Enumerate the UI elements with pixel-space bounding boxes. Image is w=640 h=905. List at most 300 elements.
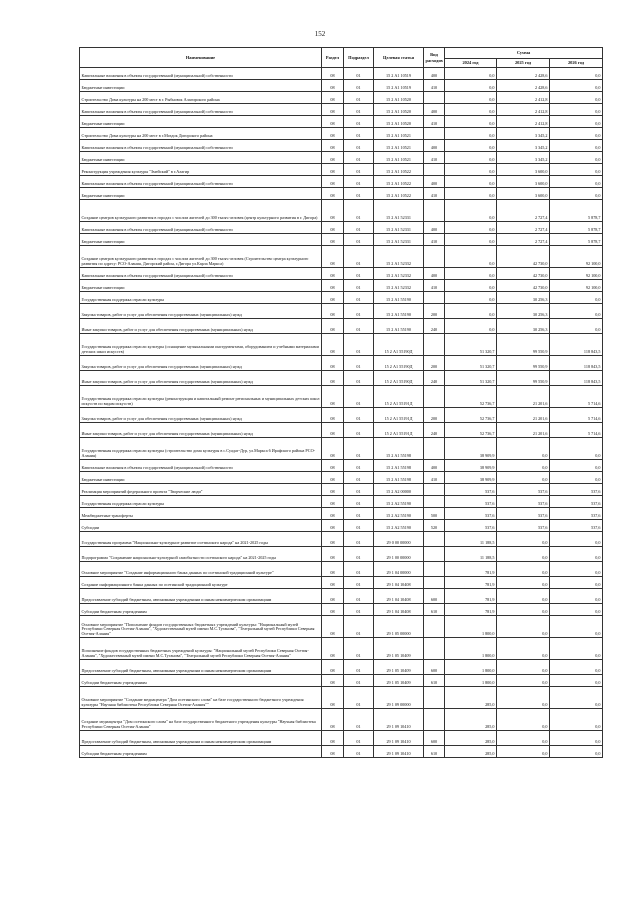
row-section: 08 [322, 234, 344, 246]
row-target-article: 15 2 А1 10520 [374, 92, 424, 104]
row-sum-2025: 0,0 [497, 731, 550, 746]
row-sum-2026: 0,0 [550, 116, 603, 128]
row-name: Государственная поддержка отрасли культуры [80, 292, 322, 304]
row-subsection: 01 [344, 604, 374, 616]
row-section: 08 [322, 292, 344, 304]
row-sum-2025: 0,0 [497, 562, 550, 577]
row-sum-2024: 51 320,7 [445, 334, 497, 356]
row-target-article: 29 1 09 10410 [374, 731, 424, 746]
table-row [80, 334, 603, 356]
table-row [80, 687, 603, 709]
row-sum-2024: 0,0 [445, 152, 497, 164]
row-sum-2025: 3 345,2 [497, 152, 550, 164]
table-row [80, 589, 603, 604]
row-sum-2024: 38 909,9 [445, 472, 497, 484]
row-expense-type: 240 [424, 319, 445, 334]
row-sum-2026: 0,0 [550, 176, 603, 188]
row-sum-2024: 1 800,0 [445, 638, 497, 660]
row-sum-2025: 3 345,2 [497, 140, 550, 152]
table-row [80, 660, 603, 675]
page-number: 152 [314, 30, 326, 38]
row-sum-2026: 0,0 [550, 164, 603, 176]
row-name: Капитальные вложения в объекты государственной (муниципальной) собственности [80, 268, 322, 280]
row-section: 08 [322, 604, 344, 616]
row-subsection: 01 [344, 616, 374, 638]
row-sum-2025: 0,0 [497, 438, 550, 460]
row-sum-2025: 2 727,4 [497, 222, 550, 234]
row-target-article: 29 1 09 10410 [374, 709, 424, 731]
row-section: 08 [322, 371, 344, 386]
row-expense-type: 240 [424, 371, 445, 386]
table-row [80, 496, 603, 508]
row-sum-2026: 0,0 [550, 660, 603, 675]
row-section: 08 [322, 577, 344, 589]
row-expense-type: 200 [424, 408, 445, 423]
row-sum-2025: 42 730,0 [497, 280, 550, 292]
table-row [80, 709, 603, 731]
row-target-article: 15 2 А1 52332 [374, 280, 424, 292]
row-subsection: 01 [344, 484, 374, 496]
table-row [80, 268, 603, 280]
row-section: 08 [322, 423, 344, 438]
row-expense-type: 410 [424, 80, 445, 92]
table-row [80, 280, 603, 292]
row-target-article: 15 2 А1 52331 [374, 200, 424, 222]
row-name: Реконструкция учреждения культуры "Змейский" в г.Алагир [80, 164, 322, 176]
row-name: Иные закупки товаров, работ и услуг для обеспечения государственных (муниципальных) нужд [80, 319, 322, 334]
row-sum-2024: 0,0 [445, 176, 497, 188]
row-name: Капитальные вложения в объекты государственной (муниципальной) собственности [80, 104, 322, 116]
row-sum-2024: 537,6 [445, 496, 497, 508]
row-sum-2026: 5 878,7 [550, 222, 603, 234]
row-target-article: 15 2 А1 52332 [374, 268, 424, 280]
row-target-article: 15 2 А1 55198 [374, 438, 424, 460]
table-row [80, 547, 603, 562]
row-target-article: 15 2 А1 55191Д [374, 423, 424, 438]
row-section: 08 [322, 562, 344, 577]
row-sum-2026: 537,6 [550, 520, 603, 532]
row-name: Бюджетные инвестиции [80, 152, 322, 164]
row-section: 08 [322, 268, 344, 280]
row-target-article: 15 2 А2 00000 [374, 484, 424, 496]
row-sum-2026: 0,0 [550, 128, 603, 140]
row-sum-2024: 0,0 [445, 268, 497, 280]
row-subsection: 01 [344, 128, 374, 140]
row-sum-2024: 537,6 [445, 508, 497, 520]
row-expense-type: 200 [424, 304, 445, 319]
row-sum-2024: 0,0 [445, 164, 497, 176]
table-row [80, 386, 603, 408]
row-section: 08 [322, 616, 344, 638]
row-sum-2024: 0,0 [445, 68, 497, 80]
row-target-article: 15 2 А1 10521 [374, 140, 424, 152]
row-subsection: 01 [344, 140, 374, 152]
row-expense-type: 200 [424, 356, 445, 371]
row-sum-2024: 0,0 [445, 319, 497, 334]
row-expense-type [424, 386, 445, 408]
row-subsection: 01 [344, 675, 374, 687]
row-target-article: 15 2 А1 52331 [374, 222, 424, 234]
row-sum-2024: 537,6 [445, 520, 497, 532]
table-row [80, 562, 603, 577]
row-section: 08 [322, 116, 344, 128]
row-target-article: 15 2 А1 10522 [374, 188, 424, 200]
row-section: 08 [322, 164, 344, 176]
row-sum-2024: 0,0 [445, 292, 497, 304]
table-row [80, 164, 603, 176]
row-subsection: 01 [344, 200, 374, 222]
row-expense-type [424, 246, 445, 268]
row-sum-2024: 781,9 [445, 577, 497, 589]
table-row [80, 675, 603, 687]
row-sum-2026: 0,0 [550, 80, 603, 92]
row-expense-type: 400 [424, 104, 445, 116]
row-name: Бюджетные инвестиции [80, 280, 322, 292]
row-sum-2026: 0,0 [550, 547, 603, 562]
row-subsection: 01 [344, 164, 374, 176]
row-sum-2025: 0,0 [497, 660, 550, 675]
row-section: 08 [322, 438, 344, 460]
row-sum-2025: 99 550,9 [497, 356, 550, 371]
row-expense-type [424, 128, 445, 140]
row-expense-type: 600 [424, 660, 445, 675]
row-sum-2026: 0,0 [550, 577, 603, 589]
row-expense-type: 600 [424, 589, 445, 604]
table-row [80, 176, 603, 188]
row-sum-2025: 2 727,4 [497, 200, 550, 222]
row-expense-type: 610 [424, 675, 445, 687]
row-name: Строительство Дома культуры на 200 мест в г. Рыбновск Алагирского района [80, 92, 322, 104]
table-row [80, 577, 603, 589]
row-sum-2024: 0,0 [445, 304, 497, 319]
row-subsection: 01 [344, 152, 374, 164]
row-name: Капитальные вложения в объекты государственной (муниципальной) собственности [80, 460, 322, 472]
row-section: 08 [322, 638, 344, 660]
row-section: 08 [322, 176, 344, 188]
row-sum-2026: 0,0 [550, 562, 603, 577]
row-target-article: 29 1 05 10409 [374, 638, 424, 660]
header-target-article: Целевая статья [374, 48, 424, 68]
row-subsection: 01 [344, 304, 374, 319]
row-expense-type: 400 [424, 68, 445, 80]
row-name: Создание центров культурного развития в городах с числом жителей до 300 тысяч человек (центр культурного развития в г. Дигора) [80, 200, 322, 222]
table-row [80, 520, 603, 532]
table-row [80, 616, 603, 638]
table-row [80, 152, 603, 164]
row-sum-2024: 0,0 [445, 280, 497, 292]
row-sum-2026: 5 878,7 [550, 200, 603, 222]
row-section: 08 [322, 508, 344, 520]
row-sum-2024: 1 800,0 [445, 616, 497, 638]
row-name: Предоставление субсидий бюджетным, автономным учреждениям и иным некоммерческим организациям [80, 731, 322, 746]
table-row [80, 319, 603, 334]
row-sum-2025: 0,0 [497, 532, 550, 547]
row-section: 08 [322, 222, 344, 234]
row-sum-2026: 0,0 [550, 438, 603, 460]
row-sum-2024: 0,0 [445, 116, 497, 128]
row-name: Подпрограмма "Сохранение национально-культурной самобытности осетинского народа" на 2021-2025 годы [80, 547, 322, 562]
row-section: 08 [322, 140, 344, 152]
row-subsection: 01 [344, 496, 374, 508]
row-sum-2025: 21 201,6 [497, 386, 550, 408]
row-name: Создание центров культурного развития в городах с числом жителей до 300 тысяч человек (Строительство центра культурного развития по адресу: РСО-Алания, Дигорский район, г.Дигора ул.Карла Маркса) [80, 246, 322, 268]
row-name: Бюджетные инвестиции [80, 80, 322, 92]
row-sum-2025: 2 412,8 [497, 116, 550, 128]
header-subsection: Подраздел [344, 48, 374, 68]
table-row [80, 104, 603, 116]
row-target-article: 29 1 04 10408 [374, 604, 424, 616]
row-section: 08 [322, 200, 344, 222]
row-subsection: 01 [344, 292, 374, 304]
row-target-article: 15 2 А1 10521 [374, 152, 424, 164]
header-year-2025: 2025 год [497, 59, 550, 68]
row-sum-2024: 0,0 [445, 92, 497, 104]
row-target-article: 29 1 05 00000 [374, 616, 424, 638]
row-section: 08 [322, 334, 344, 356]
row-section: 08 [322, 687, 344, 709]
row-subsection: 01 [344, 547, 374, 562]
row-expense-type: 610 [424, 746, 445, 758]
row-sum-2025: 0,0 [497, 589, 550, 604]
row-sum-2026: 0,0 [550, 68, 603, 80]
table-row [80, 92, 603, 104]
row-name: Капитальные вложения в объекты государственной (муниципальной) собственности [80, 68, 322, 80]
row-sum-2025: 537,6 [497, 520, 550, 532]
row-sum-2026: 5 714,6 [550, 408, 603, 423]
row-name: Государственная поддержка отрасли культуры (строительство дома культуры в с.Суадаг-Дур, ул.Маркса 6 Ирафского района РСО-Алания) [80, 438, 322, 460]
row-sum-2026: 92 100,0 [550, 280, 603, 292]
row-target-article: 15 2 А2 55190 [374, 496, 424, 508]
row-section: 08 [322, 589, 344, 604]
row-name: Государственная поддержка отрасли культуры [80, 496, 322, 508]
row-subsection: 01 [344, 438, 374, 460]
row-name: Закупка товаров, работ и услуг для обеспечения государственных (муниципальных) нужд [80, 304, 322, 319]
row-expense-type: 520 [424, 520, 445, 532]
row-sum-2026: 0,0 [550, 472, 603, 484]
row-target-article: 29 1 09 10410 [374, 746, 424, 758]
row-sum-2024: 285,0 [445, 731, 497, 746]
table-row [80, 356, 603, 371]
row-subsection: 01 [344, 356, 374, 371]
header-name: Наименование [80, 48, 322, 68]
row-expense-type [424, 200, 445, 222]
row-name: Закупка товаров, работ и услуг для обеспечения государственных (муниципальных) нужд [80, 408, 322, 423]
row-sum-2024: 11 188,5 [445, 532, 497, 547]
table-row [80, 508, 603, 520]
row-target-article: 15 2 А1 55191Д [374, 408, 424, 423]
row-target-article: 29 1 00 00000 [374, 547, 424, 562]
row-target-article: 15 2 А1 52332 [374, 246, 424, 268]
row-sum-2024: 0,0 [445, 200, 497, 222]
row-sum-2025: 30 256,3 [497, 304, 550, 319]
table-row [80, 484, 603, 496]
row-sum-2024: 0,0 [445, 140, 497, 152]
row-subsection: 01 [344, 687, 374, 709]
row-target-article: 15 2 А1 55198 [374, 472, 424, 484]
table-row [80, 460, 603, 472]
row-name: Иные закупки товаров, работ и услуг для обеспечения государственных (муниципальных) нужд [80, 423, 322, 438]
row-section: 08 [322, 356, 344, 371]
row-sum-2026: 0,0 [550, 638, 603, 660]
row-expense-type: 500 [424, 508, 445, 520]
row-expense-type [424, 532, 445, 547]
row-name: Капитальные вложения в объекты государственной (муниципальной) собственности [80, 222, 322, 234]
row-subsection: 01 [344, 80, 374, 92]
row-target-article: 29 1 05 10409 [374, 660, 424, 675]
row-expense-type: 410 [424, 116, 445, 128]
row-sum-2025: 2 412,8 [497, 92, 550, 104]
row-expense-type: 400 [424, 268, 445, 280]
row-section: 08 [322, 484, 344, 496]
row-subsection: 01 [344, 246, 374, 268]
row-name: Основное мероприятие "Создание информационного банка данных по осетинской традиционной культуре" [80, 562, 322, 577]
table-row [80, 532, 603, 547]
row-section: 08 [322, 731, 344, 746]
row-section: 08 [322, 304, 344, 319]
row-subsection: 01 [344, 176, 374, 188]
row-sum-2024: 0,0 [445, 188, 497, 200]
row-sum-2025: 0,0 [497, 460, 550, 472]
row-sum-2024: 51 320,7 [445, 371, 497, 386]
row-expense-type [424, 616, 445, 638]
row-target-article: 29 1 05 10409 [374, 675, 424, 687]
row-expense-type [424, 687, 445, 709]
row-expense-type: 400 [424, 222, 445, 234]
row-sum-2026: 0,0 [550, 92, 603, 104]
row-target-article: 15 2 А2 55190 [374, 508, 424, 520]
row-expense-type [424, 484, 445, 496]
row-target-article: 15 2 А1 10522 [374, 164, 424, 176]
row-sum-2025: 30 256,3 [497, 319, 550, 334]
row-name: Государственная поддержка отрасли культуры (оснащение музыкальными инструментами, оборудованием и учебными материалами детских школ искусств) [80, 334, 322, 356]
row-expense-type [424, 547, 445, 562]
row-expense-type: 400 [424, 140, 445, 152]
row-sum-2024: 0,0 [445, 246, 497, 268]
row-subsection: 01 [344, 104, 374, 116]
row-sum-2024: 38 909,9 [445, 438, 497, 460]
row-subsection: 01 [344, 709, 374, 731]
row-sum-2026: 118 843,5 [550, 371, 603, 386]
row-sum-2024: 52 736,7 [445, 423, 497, 438]
row-section: 08 [322, 520, 344, 532]
row-sum-2024: 537,6 [445, 484, 497, 496]
row-expense-type: 600 [424, 731, 445, 746]
row-sum-2024: 0,0 [445, 104, 497, 116]
row-target-article: 15 2 А2 55190 [374, 520, 424, 532]
row-name: Бюджетные инвестиции [80, 234, 322, 246]
row-expense-type [424, 292, 445, 304]
row-expense-type [424, 334, 445, 356]
row-target-article: 15 2 А1 10521 [374, 128, 424, 140]
row-sum-2025: 2 428,6 [497, 80, 550, 92]
row-target-article: 15 2 А1 10520 [374, 116, 424, 128]
row-target-article: 29 1 09 00000 [374, 687, 424, 709]
row-sum-2026: 0,0 [550, 292, 603, 304]
row-name: Субсидии [80, 520, 322, 532]
row-name: Бюджетные инвестиции [80, 116, 322, 128]
table-row [80, 438, 603, 460]
row-target-article: 29 1 04 10408 [374, 589, 424, 604]
row-sum-2026: 0,0 [550, 731, 603, 746]
row-expense-type: 240 [424, 423, 445, 438]
row-name: Создание медиацентра "Дом осетинского слова" на базе государственного бюджетного учреждения культуры "Научная библиотека Республики Северная Осетия-Алания" [80, 709, 322, 731]
row-expense-type: 410 [424, 234, 445, 246]
row-sum-2025: 21 201,6 [497, 408, 550, 423]
row-sum-2025: 0,0 [497, 746, 550, 758]
row-expense-type [424, 438, 445, 460]
row-sum-2026: 5 714,6 [550, 423, 603, 438]
table-body [80, 68, 603, 758]
row-sum-2024: 0,0 [445, 234, 497, 246]
row-target-article: 15 2 А1 10519 [374, 68, 424, 80]
row-name: Предоставление субсидий бюджетным, автономным учреждениям и иным некоммерческим организациям [80, 589, 322, 604]
header-expense-type: Вид расходов [424, 48, 445, 68]
row-expense-type: 410 [424, 280, 445, 292]
table-row [80, 234, 603, 246]
row-target-article: 15 2 А1 55198 [374, 460, 424, 472]
row-sum-2026: 0,0 [550, 319, 603, 334]
row-section: 08 [322, 460, 344, 472]
row-sum-2025: 2 412,8 [497, 104, 550, 116]
row-target-article: 15 2 А1 55190Д [374, 334, 424, 356]
row-sum-2025: 0,0 [497, 577, 550, 589]
row-sum-2024: 0,0 [445, 128, 497, 140]
row-subsection: 01 [344, 423, 374, 438]
row-subsection: 01 [344, 222, 374, 234]
row-sum-2024: 11 188,5 [445, 547, 497, 562]
table-row [80, 128, 603, 140]
table-row [80, 200, 603, 222]
table-row [80, 638, 603, 660]
row-subsection: 01 [344, 638, 374, 660]
row-subsection: 01 [344, 92, 374, 104]
row-sum-2025: 0,0 [497, 604, 550, 616]
row-subsection: 01 [344, 532, 374, 547]
row-sum-2026: 0,0 [550, 746, 603, 758]
row-name: Бюджетные инвестиции [80, 188, 322, 200]
row-sum-2025: 99 550,9 [497, 371, 550, 386]
row-subsection: 01 [344, 660, 374, 675]
row-expense-type: 400 [424, 460, 445, 472]
row-section: 08 [322, 68, 344, 80]
row-target-article: 15 2 А1 55190 [374, 319, 424, 334]
row-subsection: 01 [344, 234, 374, 246]
row-sum-2026: 0,0 [550, 589, 603, 604]
row-sum-2024: 0,0 [445, 222, 497, 234]
row-subsection: 01 [344, 589, 374, 604]
table-row [80, 246, 603, 268]
row-target-article: 15 2 А1 55190Д [374, 356, 424, 371]
row-section: 08 [322, 104, 344, 116]
row-section: 08 [322, 675, 344, 687]
row-sum-2024: 285,0 [445, 709, 497, 731]
row-expense-type [424, 164, 445, 176]
budget-table [79, 47, 603, 758]
row-sum-2026: 537,6 [550, 508, 603, 520]
row-expense-type: 410 [424, 472, 445, 484]
header-section: Раздел [322, 48, 344, 68]
row-section: 08 [322, 92, 344, 104]
row-sum-2026: 0,0 [550, 687, 603, 709]
table-row [80, 731, 603, 746]
table-row [80, 188, 603, 200]
row-name: Государственная поддержка отрасли культуры (реконструкция и капитальный ремонт региональных и муниципальных детских школ искусств по видам искусств) [80, 386, 322, 408]
row-section: 08 [322, 128, 344, 140]
row-target-article: 29 1 04 00000 [374, 562, 424, 577]
table-row [80, 746, 603, 758]
row-expense-type: 410 [424, 188, 445, 200]
row-subsection: 01 [344, 116, 374, 128]
